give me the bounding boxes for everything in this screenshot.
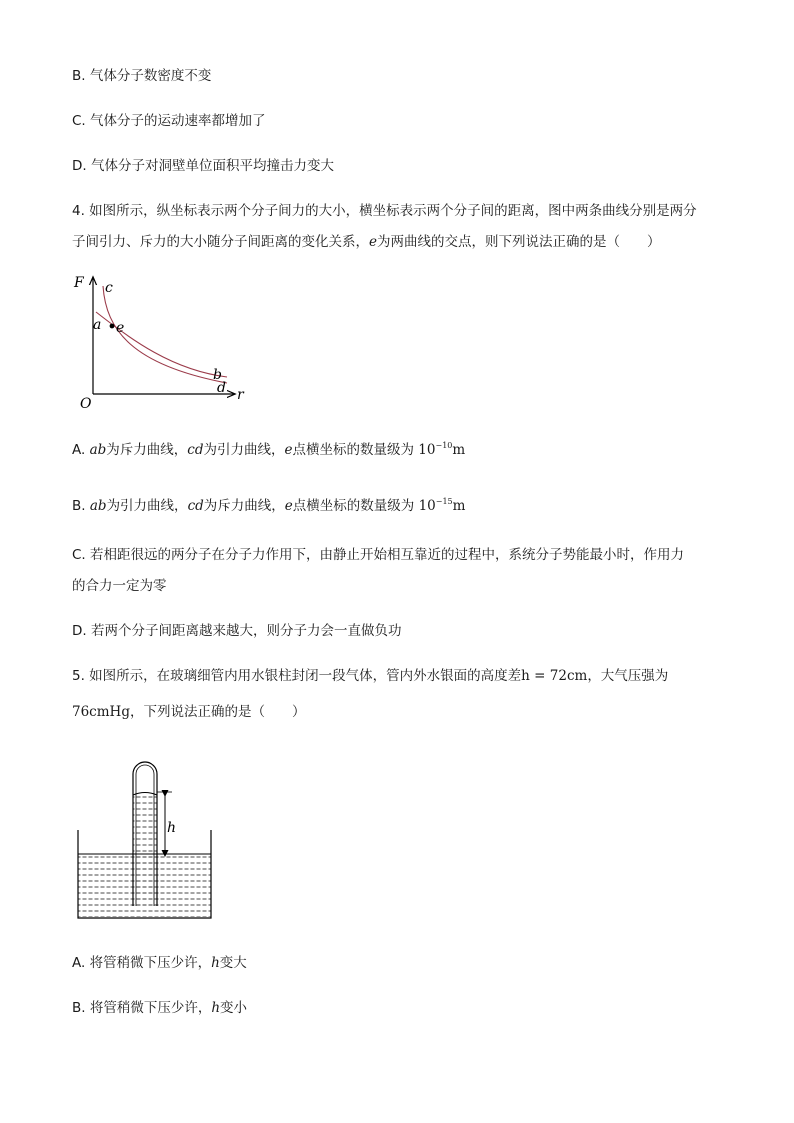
label-c: c	[105, 280, 113, 296]
q3-option-d: D. 气体分子对洞壁单位面积平均撞击力变大	[72, 158, 334, 174]
q4-stem-part2: 为两曲线的交点，则下列说法正确的是（ ）	[377, 234, 661, 250]
label-r: r	[237, 387, 244, 403]
q4-stem-line1: 4. 如图所示，纵坐标表示两个分子间力的大小，横坐标表示两个分子间的距离，图中两条曲线分别是两分	[72, 203, 697, 219]
label-F: F	[74, 275, 84, 291]
q5-height-value: h = 72cm	[521, 668, 588, 684]
q3-option-c: C. 气体分子的运动速率都增加了	[72, 113, 266, 129]
label-b: b	[213, 367, 222, 383]
q4-option-b: B. ab为引力曲线，cd为斥力曲线，e点横坐标的数量级为 $10^{-15}m$	[72, 497, 466, 514]
q4-option-d: D. 若两个分子间距离越来越大，则分子力会一直做负功	[72, 623, 402, 639]
label-h: h	[167, 820, 177, 836]
q4-option-a: A. ab为斥力曲线，cd为引力曲线，e点横坐标的数量级为 $10^{-10}m$	[72, 441, 466, 458]
point-e	[110, 324, 115, 329]
q4-option-c-line2: 的合力一定为零	[72, 578, 167, 594]
q5-option-a: A. 将管稍微下压少许，h变大	[72, 955, 247, 971]
q3-option-b: B. 气体分子数密度不变	[72, 68, 212, 84]
q4-stem-part1: 子间引力、斥力的大小随分子间距离的变化关系，	[72, 234, 369, 250]
tube-mercury	[133, 794, 157, 906]
q5-stem-line2: 76cmHg，下列说法正确的是（ ）	[72, 704, 306, 720]
q5-tube-figure	[76, 758, 216, 923]
q4-stem-line2	[72, 233, 661, 251]
q4-option-c-line1: C. 若相距很远的两分子在分子力作用下，由静止开始相互靠近的过程中，系统分子势能最小时，作用力	[72, 547, 685, 563]
label-O: O	[80, 396, 92, 412]
q4-e-symbol: e	[369, 234, 377, 250]
q5-option-b: B. 将管稍微下压少许，h变小	[72, 1000, 248, 1016]
q5-stem-line1: 5. 如图所示，在玻璃细管内用水银柱封闭一段气体，管内外水银面的高度差h = 72cm，大气压强为	[72, 668, 669, 684]
q4-force-graph	[72, 270, 252, 415]
label-a: a	[93, 317, 102, 333]
label-e: e	[116, 320, 125, 336]
label-d: d	[217, 380, 226, 396]
q5-pressure-value: 76cmHg	[72, 704, 130, 720]
